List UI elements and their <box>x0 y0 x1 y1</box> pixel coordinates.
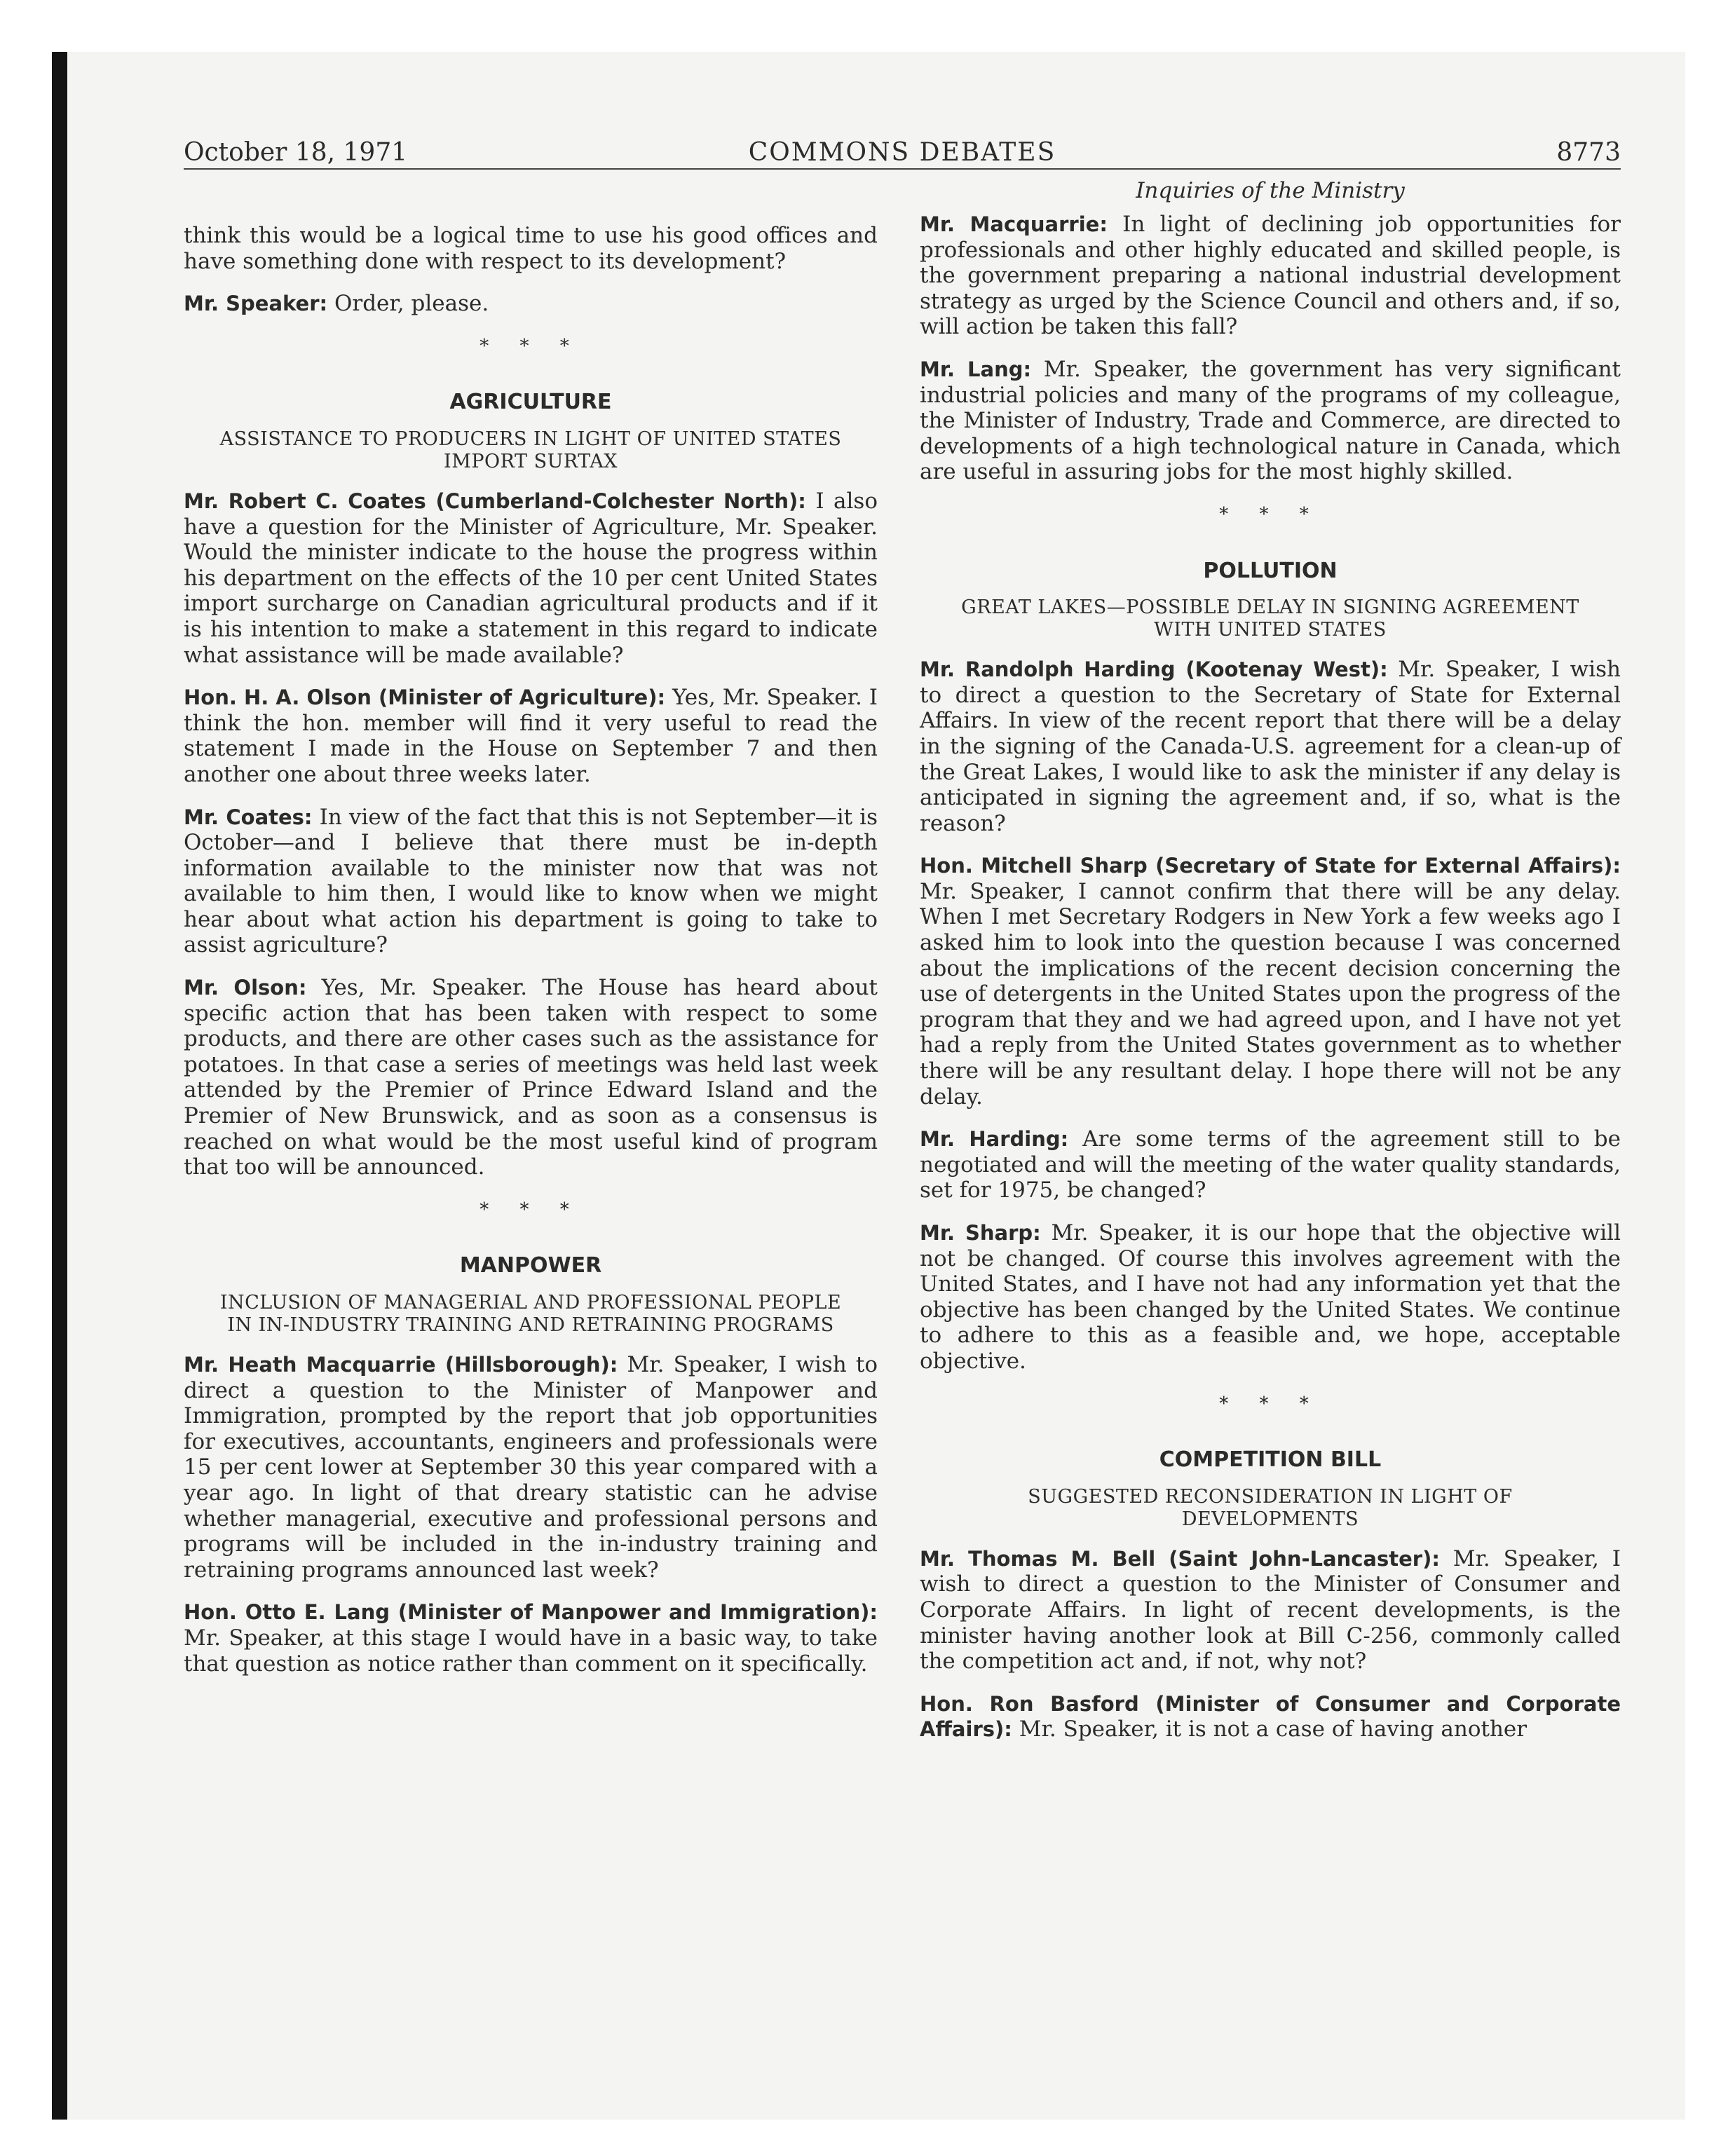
header-page-number: 8773 <box>1556 138 1621 167</box>
section-heading: AGRICULTURE <box>449 390 612 415</box>
speaker-name: Mr. Randolph Harding (Kootenay West): <box>920 657 1388 682</box>
speaker-name: Hon. Mitchell Sharp (Secretary of State for External Affairs): <box>920 854 1621 878</box>
speaker-name: Mr. Harding: <box>920 1127 1069 1152</box>
paragraph: Mr. Thomas M. Bell (Saint John-Lancaster): Mr. Speaker, I wish to direct a question to the Minister of Consumer and Corporate Affairs. In light of recent developments, is the minister having another look at Bill C-256, commonly called the competition act and, if not, why not? <box>920 1546 1621 1674</box>
speaker-name: Mr. Robert C. Coates (Cumberland-Colchester North): <box>184 489 806 513</box>
section-heading: COMPETITION BILL <box>1159 1447 1382 1473</box>
paragraph: Hon. H. A. Olson (Minister of Agriculture): Yes, Mr. Speaker. I think the hon. member will find it very useful to read the statement I made in the House on September 7 and then another one about three weeks later. <box>184 685 878 787</box>
section-separator: * * * <box>479 1199 582 1220</box>
section-separator: * * * <box>1219 503 1321 525</box>
paragraph: Mr. Macquarrie: In light of declining job opportunities for professionals and other highly educated and skilled people, is the government preparing a national industrial development strategy as urged by the Science Council and others and, if so, will action be taken this fall? <box>920 212 1621 340</box>
speaker-name: Mr. Thomas M. Bell (Saint John-Lancaster): <box>920 1546 1440 1571</box>
speaker-name: Hon. Ron Basford (Minister of Consumer and Corporate Affairs): <box>920 1691 1621 1742</box>
paragraph: Mr. Coates: In view of the fact that this is not September—it is October—and I believe that there must be in-depth information available to the minister now that was not available to him then, I would like to know when we might hear about what action his department is going to take to assist agriculture? <box>184 804 878 958</box>
speaker-name: Mr. Lang: <box>920 357 1032 381</box>
paragraph: Mr. Sharp: Mr. Speaker, it is our hope that the objective will not be changed. Of course this involves agreement with the United States, and I have not had any information yet that the objective has been changed by the United States. We continue to adhere to this as a feasible and, we hope, acceptable objective. <box>920 1220 1621 1374</box>
header-title: COMMONS DEBATES <box>748 138 1056 167</box>
paragraph: Mr. Lang: Mr. Speaker, the government has very significant industrial policies and many of the programs of my colleague, the Minister of Industry, Trade and Commerce, are directed to developments of a high technological nature in Canada, which are useful in assuring jobs for the most highly skilled. <box>920 356 1621 485</box>
speaker-name: Mr. Heath Macquarrie (Hillsborough): <box>184 1353 618 1377</box>
paragraph: Mr. Olson: Yes, Mr. Speaker. The House has heard about specific action that has been taken with respect to some products, and there are other cases such as the assistance for potatoes. In that case a series of meetings was held last week attended by the Premier of Prince Edward Island and the Premier of New Brunswick, and as soon as a consensus is reached on what would be the most useful kind of program that too will be announced. <box>184 975 878 1180</box>
running-head: Inquiries of the Ministry <box>1136 178 1405 203</box>
speaker-name: Mr. Coates: <box>184 805 313 829</box>
speaker-name: Mr. Olson: <box>184 976 307 1000</box>
paragraph: Mr. Heath Macquarrie (Hillsborough): Mr. Speaker, I wish to direct a question to the Minister of Manpower and Immigration, prompted by the report that job opportunities for executives, accountants, engineers and professionals were 15 per cent lower at September 30 this year compared with a year ago. In light of that dreary statistic can he advise whether managerial, executive and professional persons and programs will be included in the in-industry training and retraining programs announced last week? <box>184 1352 878 1583</box>
paragraph: Mr. Harding: Are some terms of the agreement still to be negotiated and will the meeting of the water quality standards, set for 1975, be changed? <box>920 1126 1621 1203</box>
speaker-name: Hon. Otto E. Lang (Minister of Manpower and Immigration): <box>184 1600 878 1625</box>
speaker-name: Mr. Sharp: <box>920 1221 1041 1245</box>
binding-edge <box>52 52 67 2120</box>
paragraph: Hon. Otto E. Lang (Minister of Manpower and Immigration): Mr. Speaker, at this stage I would have in a basic way, to take that question as notice rather than comment on it specifically. <box>184 1600 878 1677</box>
speaker-name: Mr. Macquarrie: <box>920 212 1108 236</box>
page-header <box>184 136 1621 170</box>
right-column <box>920 177 1621 1759</box>
left-column <box>184 223 878 1693</box>
paragraph: think this would be a logical time to use his good offices and have something done with respect to its development? <box>184 223 878 274</box>
section-subheading: GREAT LAKES—POSSIBLE DELAY IN SIGNING AGREEMENT WITH UNITED STATES <box>961 596 1579 641</box>
section-subheading: ASSISTANCE TO PRODUCERS IN LIGHT OF UNITED STATES IMPORT SURTAX <box>219 428 842 472</box>
paragraph: Mr. Speaker: Order, please. <box>184 291 489 317</box>
section-separator: * * * <box>1219 1393 1321 1414</box>
header-rule <box>184 168 1621 170</box>
speaker-name: Mr. Speaker: <box>184 292 328 316</box>
paragraph: Mr. Robert C. Coates (Cumberland-Colchester North): I also have a question for the Minister of Agriculture, Mr. Speaker. Would the minister indicate to the house the progress within his department on the effects of the 10 per cent United States import surcharge on Canadian agricultural products and if it is his intention to make a statement in this regard to indicate what assistance will be made available? <box>184 488 878 668</box>
speaker-name: Hon. H. A. Olson (Minister of Agriculture): <box>184 685 666 710</box>
section-subheading: SUGGESTED RECONSIDERATION IN LIGHT OF DEVELOPMENTS <box>1028 1485 1513 1530</box>
section-subheading: INCLUSION OF MANAGERIAL AND PROFESSIONAL PEOPLE IN IN-INDUSTRY TRAINING AND RETRAINING PROGRAMS <box>219 1292 842 1336</box>
paragraph: Hon. Ron Basford (Minister of Consumer and Corporate Affairs): Mr. Speaker, it is not a case of having another <box>920 1691 1621 1742</box>
section-heading: MANPOWER <box>459 1253 602 1278</box>
section-separator: * * * <box>479 335 582 357</box>
header-date: October 18, 1971 <box>184 138 408 167</box>
section-heading: POLLUTION <box>1203 558 1338 583</box>
paragraph: Hon. Mitchell Sharp (Secretary of State for External Affairs): Mr. Speaker, I cannot confirm that there will be any delay. When I met Secretary Rodgers in New York a few weeks ago I asked him to look into the question because I was concerned about the implications of the recent decision concerning the use of detergents in the United States upon the progress of the program that they and we had agreed upon, and I have not yet had a reply from the United States government as to whether there will be any resultant delay. I hope there will not be any delay. <box>920 854 1621 1110</box>
paragraph: Mr. Randolph Harding (Kootenay West): Mr. Speaker, I wish to direct a question to the Secretary of State for External Affairs. In view of the recent report that there will be a delay in the signing of the Canada-U.S. agreement for a clean-up of the Great Lakes, I would like to ask the minister if any delay is anticipated in signing the agreement and, if so, what is the reason? <box>920 657 1621 836</box>
